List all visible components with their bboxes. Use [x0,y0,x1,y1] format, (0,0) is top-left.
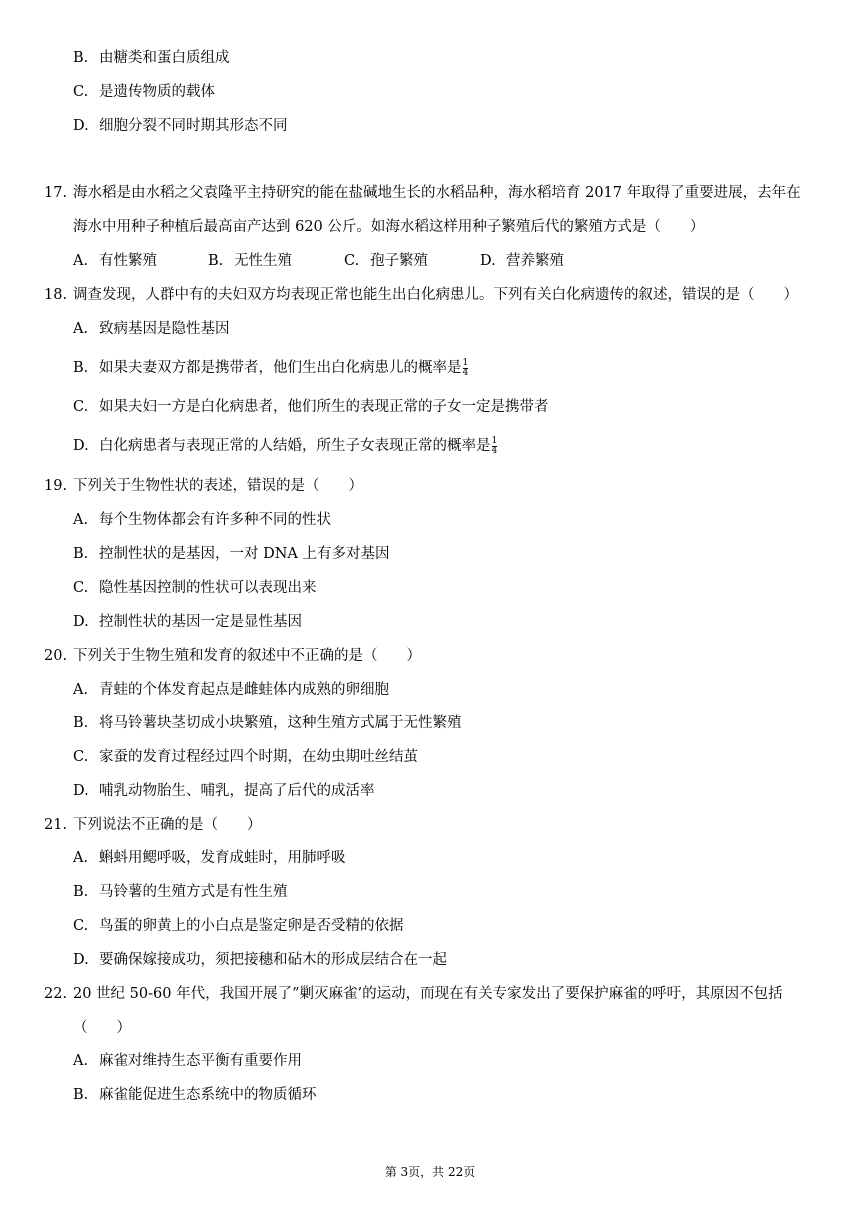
question-text: 下列关于生物生殖和发育的叙述中不正确的是（ ） [73,648,421,664]
option-c: C. 孢子繁殖 [344,253,428,269]
option-c: C. 隐性基因控制的性状可以表现出来 [73,580,317,596]
option-b: B. 控制性状的是基因，一对 DNA 上有多对基因 [73,546,390,562]
option-c: C. 如果夫妇一方是白化病患者，他们所生的表现正常的子女一定是携带者 [73,399,549,415]
question-text-continued: （ ） [73,1020,131,1036]
question-text: 海水稻是由水稻之父袁隆平主持研究的能在盐碱地生长的水稻品种，海水稻培育 2017 年取得了重要进展，去年在 [73,185,801,201]
question-text: 20 世纪 50-60 年代，我国开展了”剿灭麻雀’的运动，而现在有关专家发出了要保护麻雀的呼吁，其原因不包括 [73,986,783,1002]
option-a: A. 蝌蚪用鳃呼吸，发育成蛙时，用肺呼吸 [73,850,346,866]
fraction: $\frac{1}{4}$ [491,435,498,456]
question-number: 17. [44,185,68,201]
question-text-continued: 海水中用种子种植后最高亩产达到 620 公斤。如海水稻这样用种子繁殖后代的繁殖方式是（ ） [73,219,705,235]
option-d: D. 要确保嫁接成功，须把接穗和砧木的形成层结合在一起 [73,952,447,968]
option-d: D. 营养繁殖 [480,253,564,269]
option-a: A. 有性繁殖 [73,253,157,269]
fraction: $\frac{1}{4}$ [462,357,469,378]
option-d: D. 白化病患者与表现正常的人结婚，所生子女表现正常的概率是 $\frac{1}{4}$ [73,435,498,456]
option-c: C. 鸟蛋的卵黄上的小白点是鉴定卵是否受精的依据 [73,918,404,934]
question-text: 调查发现，人群中有的夫妇双方均表现正常也能生出白化病患儿。下列有关白化病遗传的叙述，错误的是（ ） [73,287,798,303]
option-b: B. 无性生殖 [208,253,292,269]
option-c: C. 是遗传物质的载体 [73,84,215,100]
option-a: A. 每个生物体都会有许多种不同的性状 [73,512,331,528]
question-number: 19. [44,478,68,494]
question-number: 21. [44,817,68,833]
option-a: A. 青蛙的个体发育起点是雌蛙体内成熟的卵细胞 [73,682,389,698]
question-text: 下列关于生物性状的表述，错误的是（ ） [73,478,363,494]
option-d: D. 哺乳动物胎生、哺乳，提高了后代的成活率 [73,783,375,799]
option-b: B. 麻雀能促进生态系统中的物质循环 [73,1087,317,1103]
option-b: B. 如果夫妻双方都是携带者，他们生出白化病患儿的概率是 $\frac{1}{4}$ [73,357,469,378]
option-d: D. 细胞分裂不同时期其形态不同 [73,118,288,134]
question-number: 18. [44,287,68,303]
question-number: 20. [44,648,68,664]
option-a: A. 致病基因是隐性基因 [73,321,230,337]
option-a: A. 麻雀对维持生态平衡有重要作用 [73,1053,302,1069]
option-b: B. 马铃薯的生殖方式是有性生殖 [73,884,288,900]
option-d: D. 控制性状的基因一定是显性基因 [73,614,302,630]
option-b: B. 将马铃薯块茎切成小块繁殖，这种生殖方式属于无性繁殖 [73,715,462,731]
question-text: 下列说法不正确的是（ ） [73,817,262,833]
question-number: 22. [44,986,68,1002]
option-c: C. 家蚕的发育过程经过四个时期，在幼虫期吐丝结茧 [73,749,418,765]
option-b: B. 由糖类和蛋白质组成 [73,50,230,66]
page-footer: 第 3页，共 22页 [384,1165,476,1179]
